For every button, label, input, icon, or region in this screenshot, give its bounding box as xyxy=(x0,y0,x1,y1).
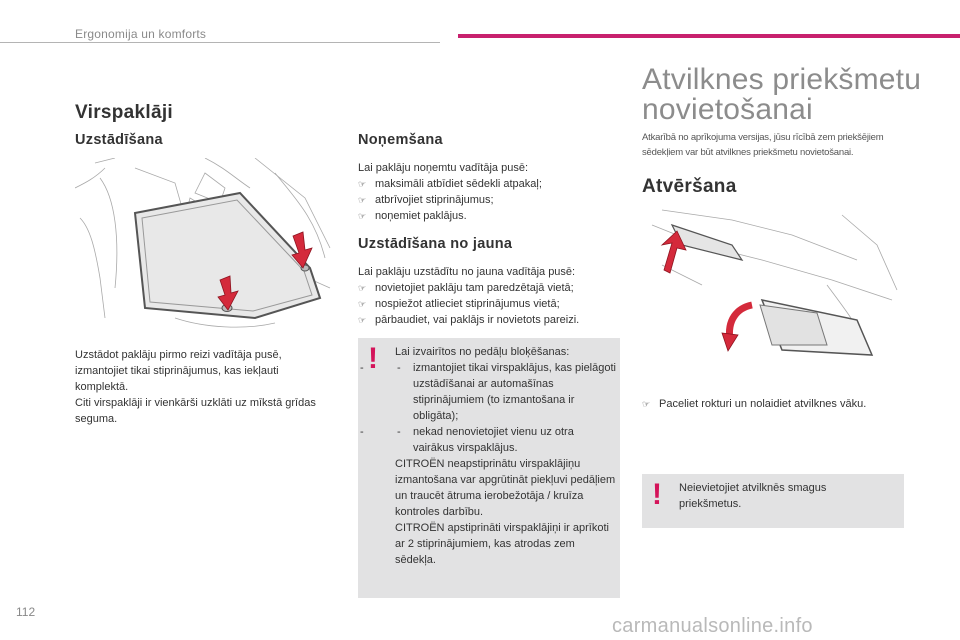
watermark: carmanualsonline.info xyxy=(612,615,813,637)
drawers-title-line2: novietošanai xyxy=(642,93,813,126)
warning-item xyxy=(358,424,617,456)
warning-item-text: izmantojiet tikai virspaklājus, kas pielāgoti uzstādīšanai ar automašīnas stiprinājumiem (to izmantošana ir obligāta); xyxy=(413,362,616,422)
header-accent-bar xyxy=(458,34,960,38)
floor-mat-illustration xyxy=(75,158,335,333)
heading-reinstallation: Uzstādīšana no jauna xyxy=(358,236,513,252)
reinstallation-intro: Lai paklāju uzstādītu no jauna vadītāja pusē: xyxy=(358,266,576,278)
warning-item-text: nekad nenovietojiet vienu uz otra vairākus virspaklājus. xyxy=(413,426,574,454)
pedal-warning-box xyxy=(358,338,620,598)
section-title-drawers xyxy=(642,65,921,125)
heading-opening: Atvēršana xyxy=(642,176,737,197)
installation-paragraph xyxy=(75,347,320,427)
removal-steps xyxy=(358,176,613,224)
removal-intro: Lai paklāju noņemtu vadītāja pusē: xyxy=(358,162,529,174)
removal-step: ☞ atbrīvojiet stiprinājumus; xyxy=(358,192,613,208)
reinstallation-steps xyxy=(358,280,620,328)
drawer-illustration xyxy=(642,205,902,365)
warning-paragraph-approved: CITROËN apstiprināti virspaklājiņi ir aprīkoti ar 2 stiprinājumiem, kas atrodas zem sēdekļa. xyxy=(395,522,609,566)
opening-step: ☞ Paceliet rokturi un nolaidiet atvilknes vāku. xyxy=(642,396,907,412)
removal-step: ☞ noņemiet paklājus. xyxy=(358,208,613,224)
warning-item xyxy=(358,360,617,424)
warning-list xyxy=(358,360,617,456)
heading-installation: Uzstādīšana xyxy=(75,132,163,148)
drawers-title-line1: Atvilknes priekšmetu xyxy=(642,63,922,96)
arrow-icon-rotate xyxy=(722,305,752,351)
opening-step-list xyxy=(642,396,907,412)
removal-step: ☞ maksimāli atbīdiet sēdekli atpakaļ; xyxy=(358,176,613,192)
page-number: 112 xyxy=(16,605,36,619)
drawer-warning-box xyxy=(642,474,904,528)
warning-icon: ! xyxy=(652,478,662,511)
dash-marker: - - xyxy=(397,362,401,374)
reinstallation-step: ☞ nospiežot atlieciet stiprinājumus vietā; xyxy=(358,296,620,312)
warning-paragraph-unapproved: CITROËN neapstiprinātu virspaklājiņu izmantošana var apgrūtināt piekļuvi pedāļiem un traucēt ātruma ierobežotāja / kruīza kontroles darbību. xyxy=(395,458,616,518)
header-rule xyxy=(0,42,440,43)
heading-removal: Noņemšana xyxy=(358,132,443,148)
reinstallation-step: ☞ pārbaudiet, vai paklājs ir novietots pareizi. xyxy=(358,312,620,328)
reinstallation-block xyxy=(358,264,620,328)
opening-steps xyxy=(642,396,907,412)
running-header: Ergonomija un komforts xyxy=(75,27,207,41)
installation-text: Uzstādot paklāju pirmo reizi vadītāja pusē, izmantojiet tikai stiprinājumus, kas iekļauti komplektā. xyxy=(75,349,282,393)
pedal-warning-text xyxy=(395,344,617,568)
drawer-warning-text: Neievietojiet atvilknēs smagus priekšmetus. xyxy=(679,482,827,510)
warning-icon: ! xyxy=(368,342,378,375)
installation-text-2: Citi virspaklāji ir vienkārši uzklāti uz mīkstā grīdas seguma. xyxy=(75,397,316,425)
warning-intro: Lai izvairītos no pedāļu bloķēšanas: xyxy=(395,346,570,358)
drawers-intro: Atkarībā no aprīkojuma versijas, jūsu rīcībā zem priekšējiem sēdekļiem var būt atvilknes priekšmetu novietošanai. xyxy=(642,132,884,158)
reinstallation-step: ☞ novietojiet paklāju tam paredzētajā vietā; xyxy=(358,280,620,296)
dash-marker: - - xyxy=(397,426,401,438)
section-title-floor-mats: Virspaklāji xyxy=(75,102,174,123)
removal-block xyxy=(358,160,613,224)
